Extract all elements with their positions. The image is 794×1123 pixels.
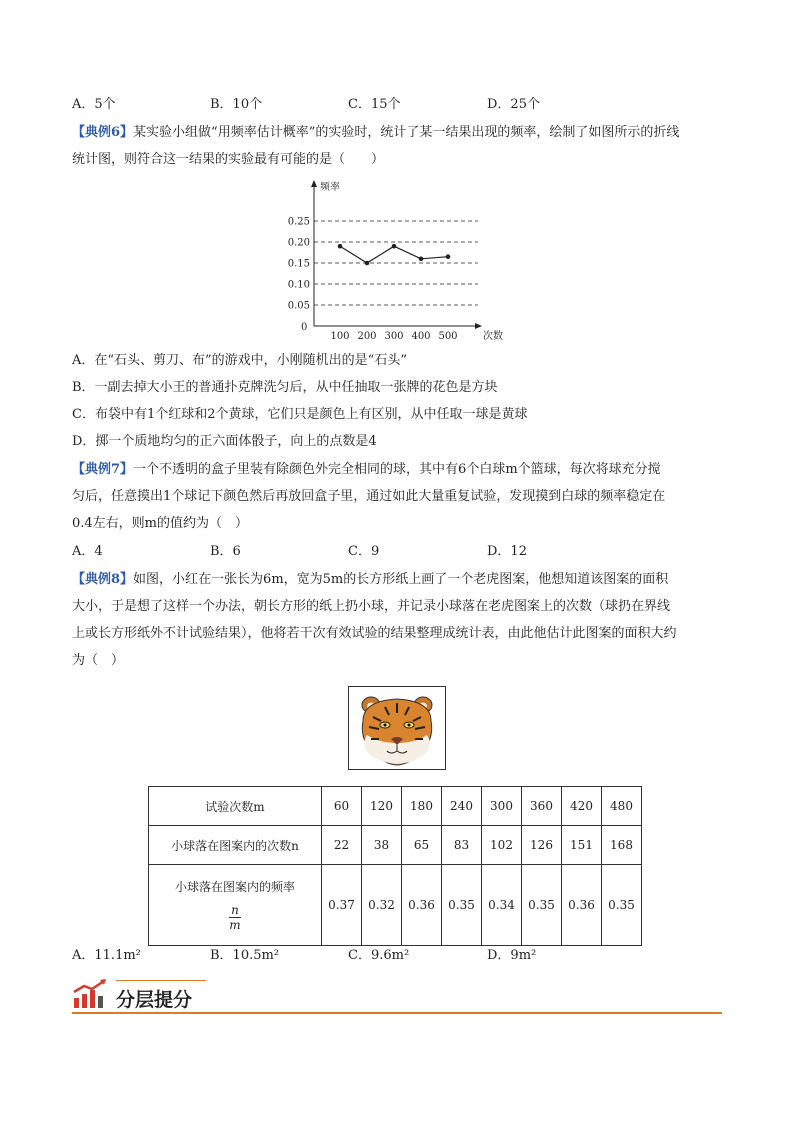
fraction-denominator: m [229,918,241,932]
chart-y-ticks [288,217,310,312]
ex6-line1: 【典例6】某实验小组做“用频率估计概率”的实验时，统计了某一结果出现的频率，绘制了如图所示的折线 [72,125,680,140]
ex7-line1: 【典例7】一个不透明的盒子里装有除颜色外完全相同的球，其中有6个白球m个篮球，每次将球充分搅 [72,462,661,477]
ex6-line2: 统计图，则符合这一结果的实验最有可能的是（ ） [72,152,385,167]
table-cell: 22 [322,826,362,865]
chart-grid [314,221,478,305]
table-cell: 0.35 [602,865,642,946]
data-point [338,244,343,249]
ex7-option-a: A．4 [72,544,103,559]
ex8-option-b: B．10.5m² [210,948,280,963]
chart-x-ticks [330,331,457,342]
section-top-rule [116,980,206,981]
table-cell: 0.36 [402,865,442,946]
table-cell: 0.37 [322,865,362,946]
q5-option-b: B．10个 [210,97,263,112]
ex7-line3: 0.4左右，则m的值约为（ ） [72,516,249,531]
x-axis-arrow [475,323,482,329]
ex7-option-b: B．6 [210,544,241,559]
table-cell: 240 [442,787,482,826]
q5-option-a: A．5个 [72,97,116,112]
table-row [149,826,642,865]
ex8-option-a: A．11.1m² [72,948,141,963]
table-cell: 102 [482,826,522,865]
frequency-line-chart [282,176,522,348]
table-cell: 120 [362,787,402,826]
x-tick-label: 200 [357,331,377,342]
tiger-image [348,686,446,770]
chart-axes [311,180,482,329]
ex6-option-a: A．在“石头、剪刀、布”的游戏中，小刚随机出的是“石头” [72,353,407,368]
growth-chart-icon [72,978,108,1010]
data-point [365,261,370,266]
ex8-option-d: D．9m² [487,948,537,963]
table-cell: 小球落在图案内的次数n [149,826,322,865]
ex8-tag: 【典例8】 [72,572,134,587]
table-cell: 151 [562,826,602,865]
ex6-option-c: C．布袋中有1个红球和2个黄球，它们只是颜色上有区别，从中任取一球是黄球 [72,407,528,422]
ex6-option-b: B．一副去掉大小王的普通扑克牌洗匀后，从中任抽取一张牌的花色是方块 [72,380,498,395]
frequency-head-label: 小球落在图案内的频率 [174,880,295,894]
x-tick-label: 400 [411,331,431,342]
table-cell: 83 [442,826,482,865]
y-tick-label: 0.25 [287,216,310,228]
table-cell: 0.32 [362,865,402,946]
table-cell: 180 [402,787,442,826]
ex6-tag: 【典例6】 [72,125,134,140]
table-cell: 420 [562,787,602,826]
y-tick-label: 0.10 [287,279,310,291]
y-tick-label: 0.20 [287,237,310,249]
x-tick-label: 300 [384,331,404,342]
ex6-option-d: D．掷一个质地均匀的正六面体骰子，向上的点数是4 [72,434,377,449]
data-point [419,257,424,262]
ex7-option-c: C．9 [348,544,380,559]
q5-option-d: D．25个 [487,97,540,112]
section-title: 分层提分 [116,989,193,1011]
section-divider [72,1012,722,1014]
table-cell: 0.34 [482,865,522,946]
ex8-line1: 【典例8】如图，小红在一张长为6m，宽为5m的长方形纸上画了一个老虎图案，他想知道该图案的面积 [72,572,669,587]
data-point [446,254,451,259]
table-cell: 360 [522,787,562,826]
table-row [149,787,642,826]
table-cell: 0.36 [562,865,602,946]
table-cell: 168 [602,826,642,865]
table-cell: 试验次数m [149,787,322,826]
ex8-line3: 上或长方形纸外不计试验结果），他将若干次有效试验的结果整理成统计表，由此他估计此图案的面积大约 [72,626,677,641]
trial-data-table [148,786,642,946]
x-axis-label: 次数 [483,331,503,342]
table-cell [149,865,322,946]
chart-series [338,244,451,265]
table-cell: 65 [402,826,442,865]
table-row [149,865,642,946]
table-cell: 480 [602,787,642,826]
y-axis-label: 频率 [320,182,340,193]
x-tick-label: 100 [330,331,350,342]
table-cell: 60 [322,787,362,826]
table-cell: 126 [522,826,562,865]
q5-option-c: C．15个 [348,97,401,112]
y-tick-label: 0.05 [287,300,310,312]
fraction-n-over-m [229,903,241,932]
ex7-option-d: D．12 [487,544,527,559]
table-cell: 38 [362,826,402,865]
ex8-line2: 大小，于是想了这样一个办法，朝长方形的纸上扔小球，并记录小球落在老虎图案上的次数（球扔在界线 [72,599,671,614]
ex8-option-c: C．9.6m² [348,948,410,963]
ex8-line4: 为（ ） [72,653,125,668]
table-cell: 300 [482,787,522,826]
table-cell: 0.35 [522,865,562,946]
series-line [340,246,448,263]
data-point [392,244,397,249]
y-tick-label: 0.15 [287,258,310,270]
fraction-numerator: n [231,903,239,917]
tiger-face-icon [349,687,445,769]
origin-label: 0 [301,322,308,333]
ex7-tag: 【典例7】 [72,462,134,477]
x-tick-label: 500 [438,331,458,342]
table-cell: 0.35 [442,865,482,946]
y-axis-arrow [311,180,317,187]
ex7-line2: 匀后，任意摸出1个球记下颜色然后再放回盒子里，通过如此大量重复试验，发现摸到白球的频率稳定在 [72,489,666,504]
